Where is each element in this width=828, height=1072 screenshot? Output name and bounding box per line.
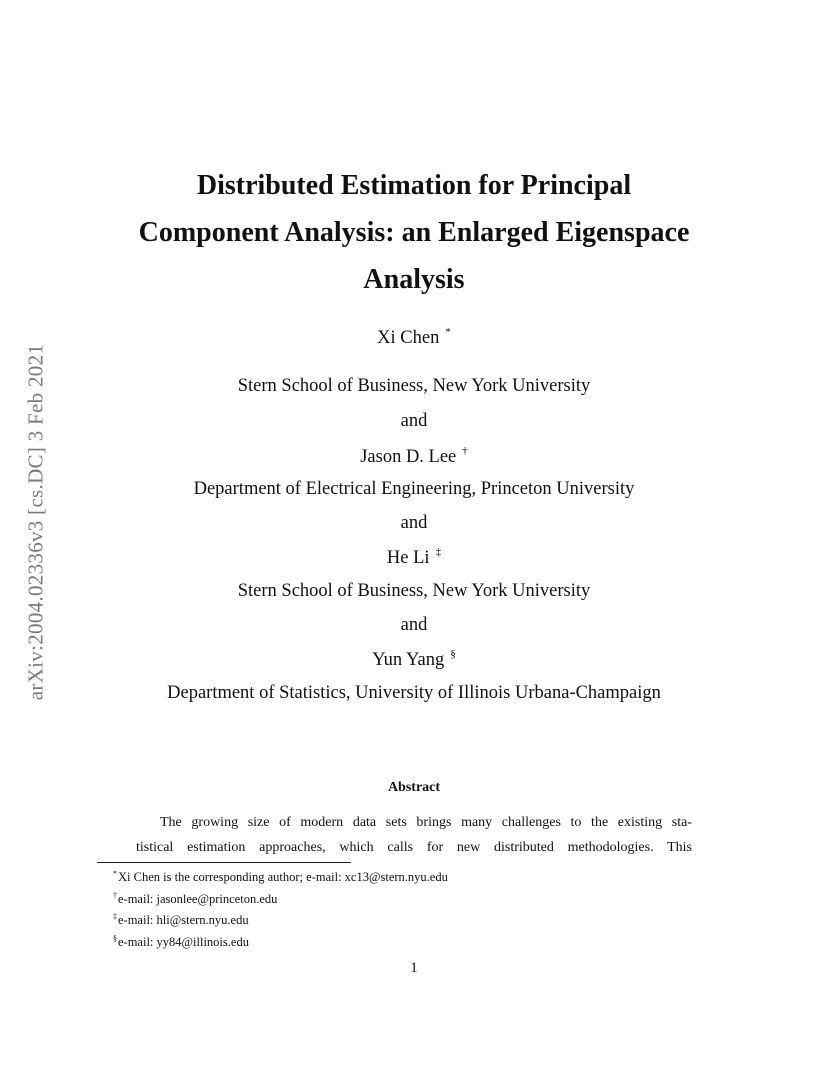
author-yun-yang [60,648,768,671]
and-separator: and [400,411,428,431]
page-number: 1 [410,960,418,976]
author-name: Yun Yang [372,650,445,670]
footnote-mark: § [450,648,456,660]
footnote-mark: * [113,869,117,878]
author-name: Jason D. Lee [360,447,457,467]
author-affiliation: Stern School of Business, New York University [237,581,591,601]
and-separator: and [400,615,428,635]
and-separator: and [400,513,428,533]
footnote-mark: † [462,445,468,457]
footnote-text: Xi Chen is the corresponding author; e-mail: xc13@stern.nyu.edu [118,870,448,884]
arxiv-identifier-stamp: arXiv:2004.02336v3 [cs.DC] 3 Feb 2021 [23,343,48,701]
title-line: Distributed Estimation for Principal [196,170,632,201]
abstract-heading: Abstract [387,780,441,795]
footnote-text: e-mail: hli@stern.nyu.edu [118,913,249,927]
abstract-line: The growing size of modern data sets brings many challenges to the existing sta- [160,815,692,830]
footnotes [113,865,448,951]
abstract-text [136,810,692,860]
author-name: He Li [386,548,430,568]
footnote-item [113,930,448,952]
footnote-item [113,908,448,930]
footnote-mark: ‡ [435,546,442,558]
paper-title [60,162,768,303]
author-jason-lee [60,445,768,468]
footnote-text: e-mail: yy84@illinois.edu [118,934,249,949]
footnote-mark: § [113,933,117,943]
title-line: Component Analysis: an Enlarged Eigenspace [138,217,690,248]
footnote-text: e-mail: jasonlee@princeton.edu [118,891,278,906]
abstract-line: tistical estimation approaches, which calls for new distributed methodologies. This [136,840,692,855]
footnote-mark: ‡ [113,912,117,921]
footnote-item [113,865,448,887]
footnote-mark: † [113,890,117,900]
footnote-item [113,887,448,909]
author-affiliation: Department of Electrical Engineering, Princeton University [193,479,635,499]
author-xi-chen [60,326,768,349]
author-affiliation: Department of Statistics, University of Illinois Urbana-Champaign [167,683,661,703]
footnote-mark: * [445,326,451,338]
author-name: Xi Chen [377,328,440,348]
footnote-rule [97,862,351,863]
author-affiliation: Stern School of Business, New York University [237,376,591,396]
author-he-li [60,546,768,569]
title-line: Analysis [363,264,465,295]
